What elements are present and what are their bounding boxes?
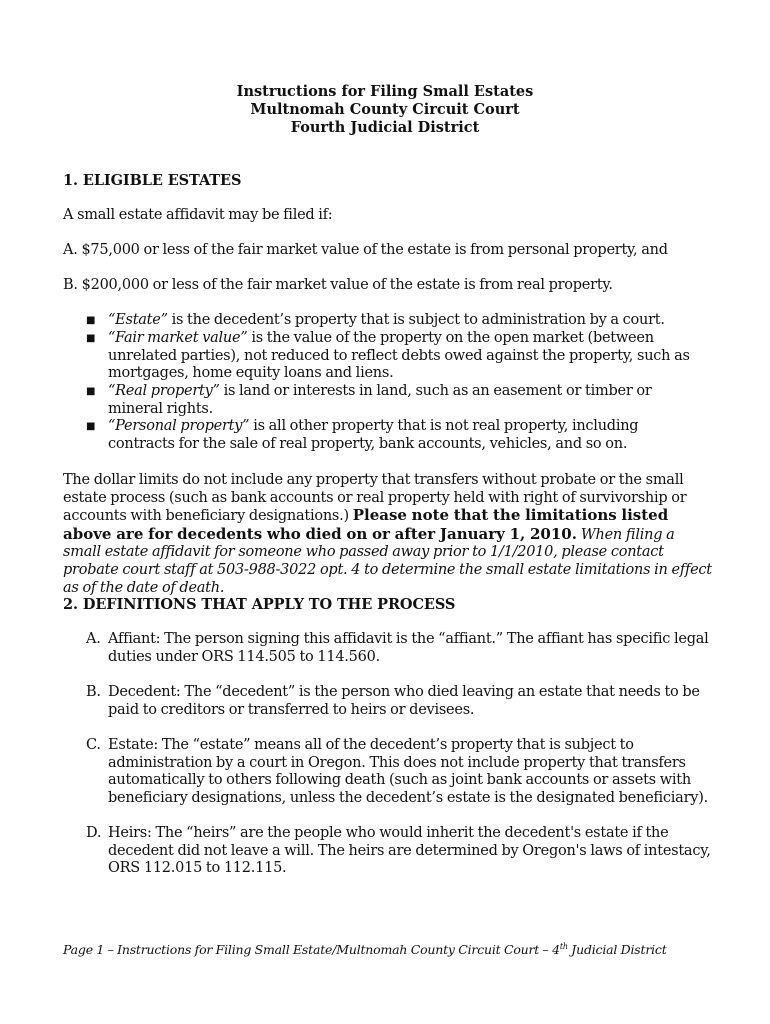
dollar-limits-paragraph xyxy=(63,472,713,597)
court-name: Multnomah County Circuit Court xyxy=(250,101,520,118)
bullet-icon: ■ xyxy=(86,315,96,326)
footer-text: Page 1 – Instructions for Filing Small Estate/Multnomah County Circuit Court – 4 xyxy=(63,942,560,958)
definition-letter: B. xyxy=(86,684,101,700)
bullet-icon: ■ xyxy=(86,333,96,344)
bullet-text: is the value of the property on the open market (between unrelated parties), not reduced to reflect debts owed against the property, such as mortgages, home equity loans and liens. xyxy=(108,330,690,382)
bullet-text: is land or interests in land, such as an easement or timber or mineral rights. xyxy=(108,383,652,417)
section-1-intro: A small estate affidavit may be filed if: xyxy=(63,207,333,223)
definition-letter: A. xyxy=(86,631,101,647)
definition-text: Affiant: The person signing this affidavit is the “affiant.” The affiant has specific legal duties under ORS 114.505 to 114.560. xyxy=(108,631,709,665)
definition-letter: C. xyxy=(86,737,101,753)
footer-superscript: th xyxy=(559,942,568,951)
section-2-heading: 2. DEFINITIONS THAT APPLY TO THE PROCESS xyxy=(63,596,456,613)
definition-letter: D. xyxy=(86,825,102,841)
bullet-term: “Real property” xyxy=(108,383,220,399)
definition-text: Estate: The “estate” means all of the decedent’s property that is subject to administration by a court in Oregon. This does not include property that transfers automatically to others following death (such as joint bank accounts or assets with beneficiary designations, unless the decedent’s estate is the designated beneficiary). xyxy=(108,737,708,806)
condition-a: A. $75,000 or less of the fair market value of the estate is from personal property, and xyxy=(63,242,668,258)
bullet-icon: ■ xyxy=(86,386,96,397)
limits-notice: Please note that the limitations listed above are for decedents who died on or after January 1, 2010. xyxy=(63,506,669,543)
district-name: Fourth Judicial District xyxy=(290,119,480,136)
document-title: Instructions for Filing Small Estates xyxy=(236,83,534,100)
definition-text: Decedent: The “decedent” is the person who died leaving an estate that needs to be paid to creditors or transferred to heirs or devisees. xyxy=(108,684,700,718)
condition-b: B. $200,000 or less of the fair market value of the estate is from real property. xyxy=(63,277,613,293)
limits-text: The dollar limits do not include any property that transfers without probate or the small estate process (such as bank accounts or real property held with right of survivorship or accounts with beneficiary designations.) xyxy=(63,472,687,525)
bullet-term: “Personal property” xyxy=(108,418,250,434)
bullet-icon: ■ xyxy=(86,421,96,432)
footer-suffix: Judicial District xyxy=(567,942,667,958)
bullet-term: “Estate” xyxy=(108,312,168,328)
bullet-term: “Fair market value” xyxy=(108,330,248,346)
limits-italic-note: When filing a small estate affidavit for someone who passed away prior to 1/1/2010, please contact probate court staff at 503-988-3022 opt. 4 to determine the small estate limitations in effect as of the date of death. xyxy=(63,526,712,596)
definition-text: Heirs: The “heirs” are the people who would inherit the decedent's estate if the decedent did not leave a will. The heirs are determined by Oregon's laws of intestacy, ORS 112.015 to 112.115. xyxy=(108,825,711,877)
page-footer xyxy=(63,942,667,957)
bullet-text: is the decedent’s property that is subject to administration by a court. xyxy=(167,312,665,328)
section-1-heading: 1. ELIGIBLE ESTATES xyxy=(63,172,242,189)
bullet-text: is all other property that is not real property, including contracts for the sale of real property, bank accounts, vehicles, and so on. xyxy=(108,418,639,452)
